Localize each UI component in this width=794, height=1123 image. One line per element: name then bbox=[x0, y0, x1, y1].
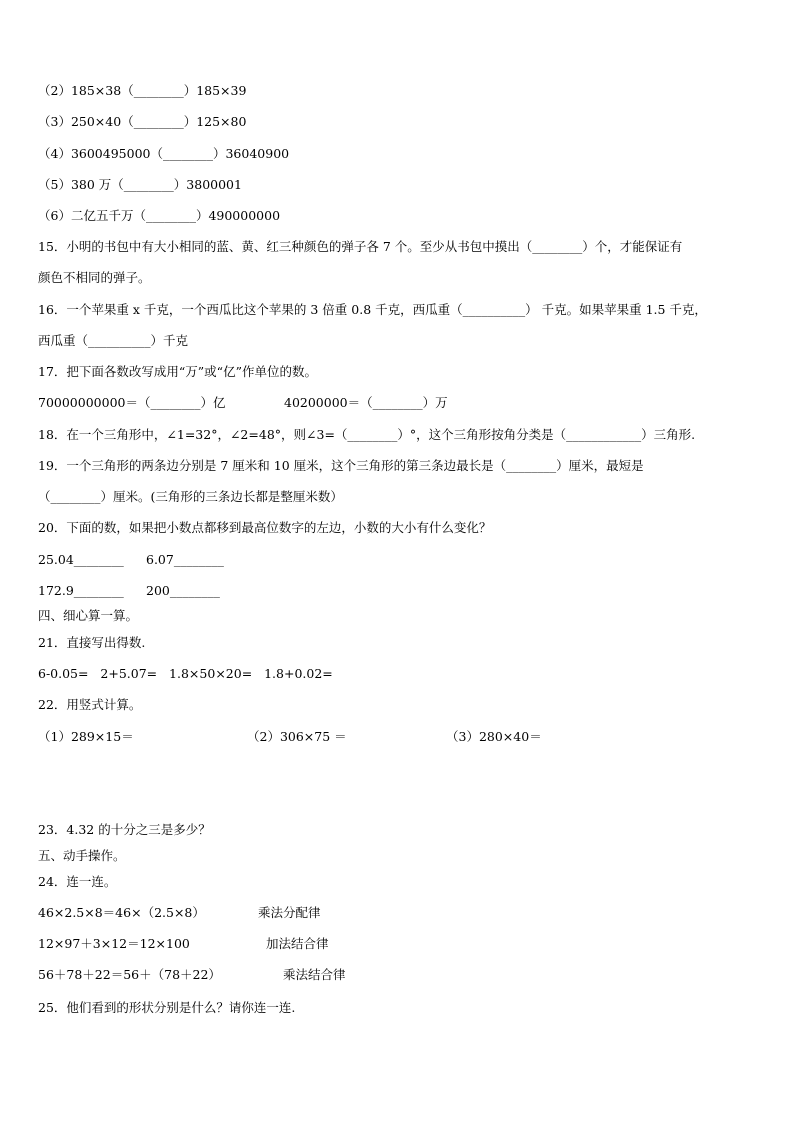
question-24-right-3: 乘法结合律 bbox=[283, 967, 346, 982]
question-22-c: （3）280×40＝ bbox=[446, 729, 542, 744]
question-24-left-2: 12×97＋3×12＝12×100 bbox=[38, 936, 190, 951]
question-20-b: 6.07________ bbox=[146, 552, 224, 567]
question-15-line-1: 15．小明的书包中有大小相同的蓝、黄、红三种颜色的弹子各 7 个。至少从书包中摸出（________）个，才能保证有 bbox=[38, 239, 683, 254]
question-17-b: 40200000＝（________）万 bbox=[284, 395, 448, 410]
item-6: （6）二亿五千万（________）490000000 bbox=[38, 208, 281, 223]
question-19-line-1: 19．一个三角形的两条边分别是 7 厘米和 10 厘米，这个三角形的第三条边最长是（________）厘米，最短是 bbox=[38, 458, 644, 473]
question-22-a: （1）289×15＝ bbox=[38, 729, 134, 744]
question-24-right-2: 加法结合律 bbox=[266, 936, 329, 951]
question-19-line-2: （________）厘米。(三角形的三条边长都是整厘米数） bbox=[38, 489, 343, 504]
question-23: 23．4.32 的十分之三是多少？ bbox=[38, 822, 211, 837]
question-25: 25．他们看到的形状分别是什么？请你连一连. bbox=[38, 1000, 296, 1015]
question-21-items: 6-0.05= 2+5.07= 1.8×50×20= 1.8+0.02= bbox=[38, 666, 333, 681]
question-18: 18．在一个三角形中，∠1=32°，∠2=48°，则∠3=（________）°，这个三角形按角分类是（____________）三角形. bbox=[38, 427, 696, 442]
question-24-left-3: 56＋78＋22＝56＋（78＋22） bbox=[38, 967, 221, 982]
section-4-heading: 四、细心算一算。 bbox=[38, 608, 139, 623]
question-17-a: 70000000000＝（________）亿 bbox=[38, 395, 226, 410]
question-24-left-1: 46×2.5×8＝46×（2.5×8） bbox=[38, 905, 205, 920]
question-16-line-2: 西瓜重（__________）千克 bbox=[38, 333, 189, 348]
question-20-d: 200________ bbox=[146, 583, 220, 598]
item-5: （5）380 万（________）3800001 bbox=[38, 177, 242, 192]
question-20-c: 172.9________ bbox=[38, 583, 124, 598]
item-2: （2）185×38（________）185×39 bbox=[38, 83, 247, 98]
question-17: 17．把下面各数改写成用“万”或“亿”作单位的数。 bbox=[38, 364, 317, 379]
question-22: 22．用竖式计算。 bbox=[38, 697, 142, 712]
item-3: （3）250×40（________）125×80 bbox=[38, 114, 247, 129]
question-24-right-1: 乘法分配律 bbox=[258, 905, 321, 920]
question-21: 21．直接写出得数. bbox=[38, 635, 146, 650]
section-5-heading: 五、动手操作。 bbox=[38, 848, 126, 863]
question-16-line-1: 16．一个苹果重 x 千克，一个西瓜比这个苹果的 3 倍重 0.8 千克，西瓜重（__________） 千克。如果苹果重 1.5 千克， bbox=[38, 302, 707, 317]
question-20: 20．下面的数，如果把小数点都移到最高位数字的左边，小数的大小有什么变化？ bbox=[38, 520, 492, 535]
question-20-a: 25.04________ bbox=[38, 552, 124, 567]
question-24: 24．连一连。 bbox=[38, 874, 117, 889]
question-15-line-2: 颜色不相同的弹子。 bbox=[38, 270, 151, 285]
item-4: （4）3600495000（________）36040900 bbox=[38, 146, 290, 161]
question-22-b: （2）306×75 ＝ bbox=[247, 729, 347, 744]
